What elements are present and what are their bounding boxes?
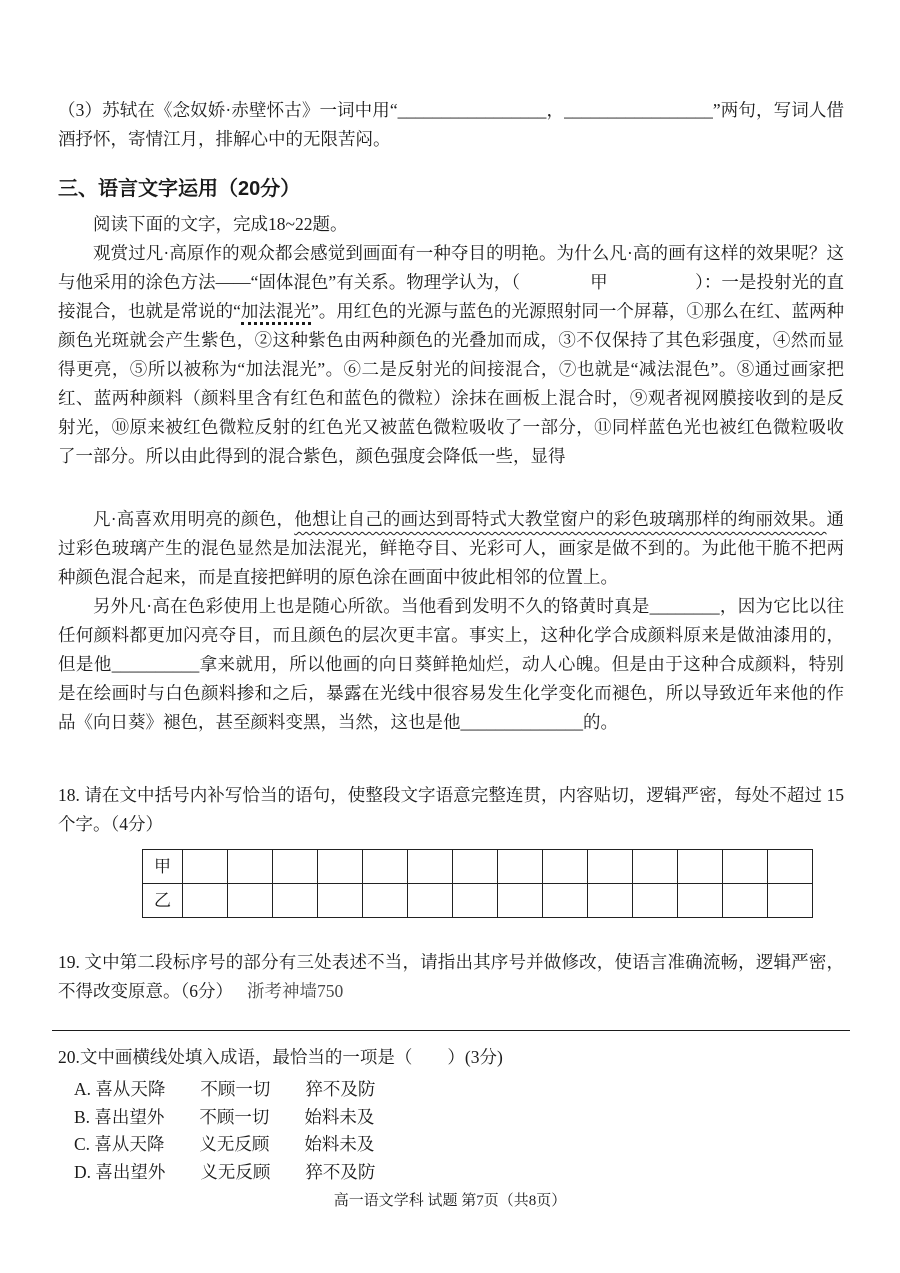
section-divider	[52, 1030, 850, 1031]
para3-text-2: ，因为它比以往任何颜料都更加闪亮夺目，而且颜色的层次更丰富。事实上，这种化学合成颜料原来是做油漆用的，但是他	[58, 596, 844, 674]
answer-cell	[768, 884, 813, 918]
option-c: C. 喜从天降 义无反顾 始料未及	[74, 1134, 375, 1154]
answer-cell	[453, 850, 498, 884]
answer-cell	[633, 850, 678, 884]
q19-text: 19. 文中第二段标序号的部分有三处表述不当，请指出其序号并做修改，使语言准确流畅，逻辑严密，不得改变原意。（6分）	[58, 952, 844, 1001]
row-label-yi: 乙	[143, 884, 183, 918]
answer-cell	[183, 884, 228, 918]
answer-cell	[588, 850, 633, 884]
q17-3-text-post: ”两句，写词人借酒抒怀，寄情江月，排解心中的无限苦闷。	[58, 100, 844, 149]
para3-text-1: 另外凡·高在色彩使用上也是随心所欲。当他看到发明不久的铬黄时真是	[93, 596, 650, 616]
answer-cell	[273, 884, 318, 918]
answer-cell	[543, 850, 588, 884]
q20-options	[74, 1076, 844, 1186]
para1-text-2: ”。用红色的光源与蓝色的光源照射同一个屏幕，①那么在红、蓝两种颜色光斑就会产生紫色，②这种紫色由两种颜色的光叠加而成，③不仅保持了其色彩强度，④然而显得更亮，⑤所以被称为“加法混光”。⑥二是反射光的间接混合，⑦也就是“减法混色”。⑧通过画家把红、蓝两种颜料（颜料里含有红色和蓝色的微粒）涂抹在画板上混合时，⑨观者视网膜接收到的是反射光，⑩原来被红色微粒反射的红色光又被蓝色微粒吸收了一部分，⑪同样蓝色光也被红色微粒吸收了一部分。所以由此得到的混合紫色，颜色强度会降低一些，显得	[58, 301, 845, 466]
option-b: B. 喜出望外 不顾一切 始料未及	[74, 1106, 375, 1127]
para2-text-2: 通过彩色玻璃产生的混色显然是加法混光，鲜艳夺目、光彩可人，画家是做不到的。为此他干脆不把两种颜色混合起来，而是直接把鲜明的原色涂在画面中彼此相邻的位置上。	[58, 509, 844, 587]
passage-para-1	[58, 239, 844, 471]
para2-wavy-underlined-sentence: 他想让自己的画达到哥特式大教堂窗户的彩色玻璃那样的绚丽效果。	[294, 509, 827, 529]
answer-cell	[318, 850, 363, 884]
answer-cell	[408, 850, 453, 884]
question-18-text: 18. 请在文中括号内补写恰当的语句，使整段文字语意完整连贯，内容贴切，逻辑严密，每处不超过 15个字。（4分）	[58, 785, 844, 834]
para3-blank-1: ________	[649, 596, 720, 616]
answer-cell	[588, 884, 633, 918]
q17-3-blank-1: _________________	[397, 100, 547, 120]
answer-row-yi	[143, 884, 813, 918]
answer-cell	[498, 884, 543, 918]
watermark-text: 浙考神墙750	[247, 981, 344, 1001]
answer-cell	[723, 850, 768, 884]
q17-3-blank-2: _________________	[564, 100, 713, 120]
answer-cell	[768, 850, 813, 884]
para3-blank-3: ______________	[460, 712, 583, 732]
para2-text-1: 凡·高喜欢用明亮的颜色，	[93, 509, 295, 529]
question-17-3	[58, 96, 844, 154]
option-d: D. 喜出望外 义无反顾 猝不及防	[74, 1161, 376, 1182]
answer-cell	[498, 850, 543, 884]
question-19-text	[58, 948, 844, 1006]
option-a: A. 喜从天降 不顾一切 猝不及防	[74, 1079, 376, 1099]
passage-para-2	[58, 505, 844, 592]
page-footer: 高一语文学科 试题 第7页（共8页）	[333, 1193, 567, 1209]
answer-cell	[228, 850, 273, 884]
answer-cell	[453, 884, 498, 918]
para1-emphasized-term: 加法混光	[241, 301, 311, 325]
answer-cell	[183, 850, 228, 884]
para1-text-1: 观赏过凡·高原作的观众都会感觉到画面有一种夺目的明艳。为什么凡·高的画有这样的效果呢？这与他采用的涂色方法——“固体混色”有关系。物理学认为，（ 甲 ）：一是投射光的直接混合，也就是常说的“	[58, 243, 844, 321]
answer-cell	[723, 884, 768, 918]
answer-cell	[678, 850, 723, 884]
para3-text-4: 的。	[583, 712, 618, 732]
answer-cell	[408, 884, 453, 918]
section-heading: 三、语言文字运用（20分）	[58, 178, 301, 200]
answer-cell	[363, 884, 408, 918]
question-20-stem: 20.文中画横线处填入成语，最恰当的一项是（ ）(3分)	[58, 1047, 503, 1067]
answer-cell	[678, 884, 723, 918]
para3-text-3: 拿来就用，所以他画的向日葵鲜艳灿烂，动人心魄。但是由于这种合成颜料，特别是在绘画时与白色颜料掺和之后，暴露在光线中很容易发生化学变化而褪色，所以导致近年来他的作品《向日葵》褪色，甚至颜料变黑，当然，这也是他	[58, 654, 845, 732]
q17-3-comma: ，	[546, 100, 565, 120]
answer-cell	[228, 884, 273, 918]
q17-3-text-pre: （3）苏轼在《念奴娇·赤壁怀古》一词中用“	[58, 100, 398, 120]
answer-row-jia	[143, 850, 813, 884]
answer-cell	[633, 884, 678, 918]
row-label-jia: 甲	[143, 850, 183, 884]
answer-cell	[543, 884, 588, 918]
answer-cell	[273, 850, 318, 884]
para3-blank-2: __________	[111, 654, 200, 674]
answer-cell	[318, 884, 363, 918]
passage-para-3	[58, 592, 844, 737]
answer-cell	[363, 850, 408, 884]
q18-answer-grid	[142, 849, 813, 918]
section-intro: 阅读下面的文字，完成18~22题。	[93, 214, 348, 234]
